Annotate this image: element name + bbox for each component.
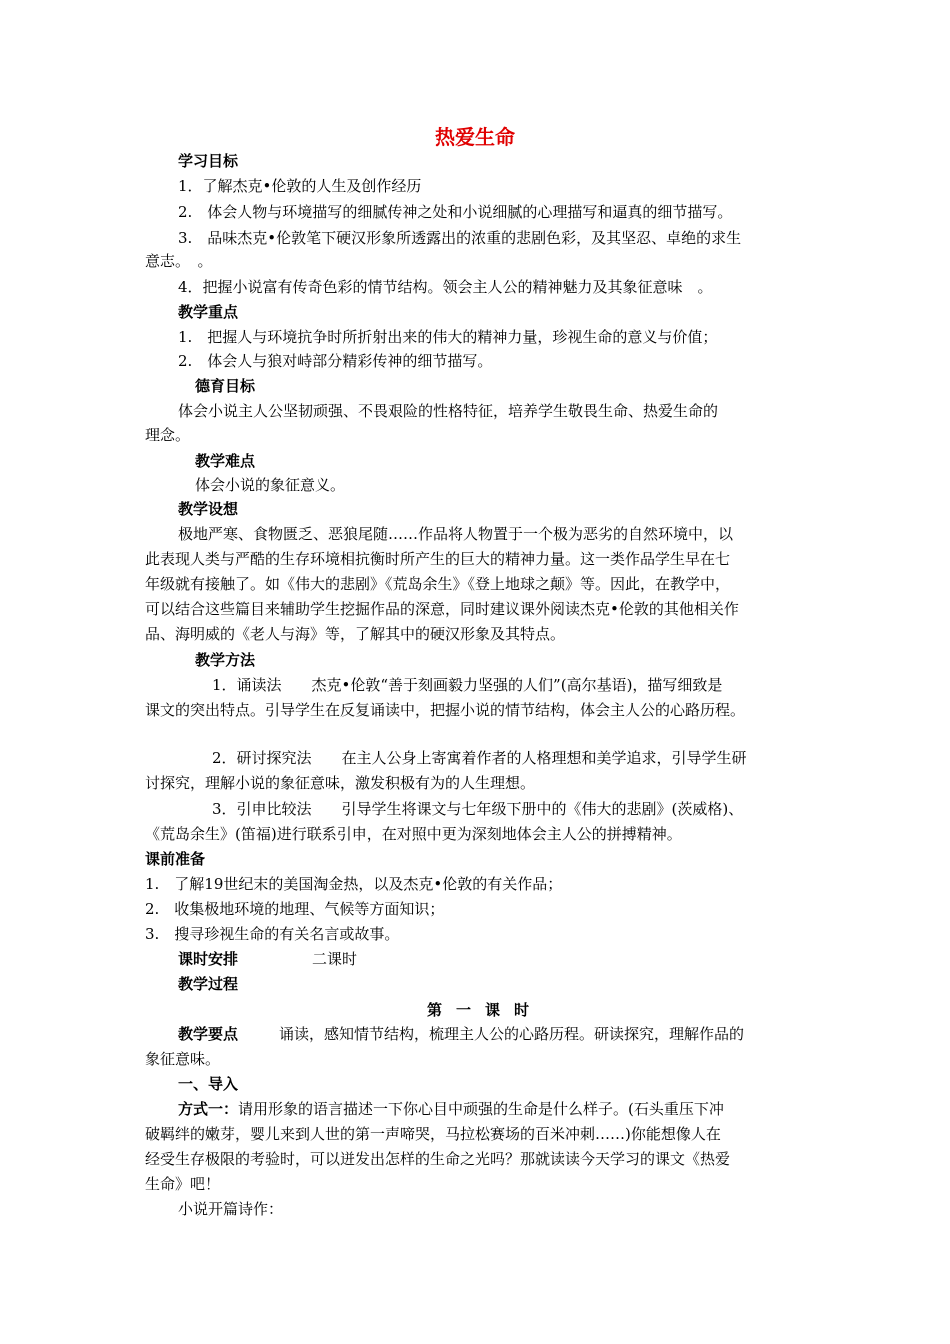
way-one-label: 方式一： [178,1100,239,1118]
goal-item-2: 2. 体会人物与环境描写的细腻传神之处和小说细腻的心理描写和逼真的细节描写。 [178,203,733,221]
design-line-3: 年级就有接触了。如《伟大的悲剧》《荒岛余生》《登上地球之颠》等。因此，在教学中， [145,575,731,593]
lesson-points-text: 诵读，感知情节结构，梳理主人公的心路历程。研读探究，理解作品的 [279,1025,745,1043]
heading-process: 教学过程 [178,975,239,993]
method-1: 1．诵读法 杰克•伦敦“善于刻画毅力坚强的人们”(高尔基语)，描写细致是 [212,676,723,694]
key-item-1: 1. 把握人与环境抗争时所折射出来的伟大的精神力量，珍视生命的意义与价值； [178,328,718,346]
lesson-points-text-cont: 象征意味。 [145,1050,221,1068]
heading-design: 教学设想 [178,500,239,518]
goal-item-4: 4．把握小说富有传奇色彩的情节结构。领会主人公的精神魅力及其象征意味 。 [178,278,713,296]
prep-item-3: 3. 搜寻珍视生命的有关名言或故事。 [145,925,400,943]
method-2: 2．研讨探究法 在主人公身上寄寓着作者的人格理想和美学追求，引导学生研 [212,749,747,767]
prep-item-2: 2. 收集极地环境的地理、气候等方面知识； [145,900,445,918]
design-line-2: 此表现人类与严酷的生存环境相抗衡时所产生的巨大的精神力量。这一类作品学生早在七 [145,550,731,568]
heading-schedule: 课时安排 [178,950,239,968]
difficulty-text: 体会小说的象征意义。 [195,476,346,494]
heading-learning-goals: 学习目标 [178,152,239,170]
lesson-heading: 第一课时 [426,1001,543,1019]
heading-preparation: 课前准备 [145,850,206,868]
heading-difficulty: 教学难点 [195,452,256,470]
method-3: 3．引申比较法 引导学生将课文与七年级下册中的《伟大的悲剧》(茨威格)、 [212,800,744,818]
heading-introduction: 一、导入 [178,1075,239,1093]
schedule-value: 二课时 [312,950,358,968]
heading-method: 教学方法 [195,651,256,669]
method-3-cont: 《荒岛余生》(笛福)进行联系引申，在对照中更为深刻地体会主人公的拼搏精神。 [145,825,682,843]
moral-text: 体会小说主人公坚韧顽强、不畏艰险的性格特征，培养学生敬畏生命、热爱生命的 [178,402,719,420]
method-2-cont: 讨探究，理解小说的象征意味，激发积极有为的人生理想。 [145,774,536,792]
heading-key-points-lesson: 教学要点 [178,1025,239,1043]
way-one-text-3: 经受生存极限的考验时，可以迸发出怎样的生命之光吗？那就读读今天学习的课文《热爱 [145,1150,731,1168]
heading-moral-goals: 德育目标 [195,377,256,395]
design-line-4: 可以结合这些篇目来辅助学生挖掘作品的深意，同时建议课外阅读杰克•伦敦的其他相关作 [145,600,739,618]
goal-item-3-cont: 意志。 。 [145,252,213,270]
goal-item-1: 1．了解杰克•伦敦的人生及创作经历 [178,177,422,195]
key-item-2: 2. 体会人与狼对峙部分精彩传神的细节描写。 [178,352,493,370]
document-title: 热爱生命 [435,125,515,149]
design-line-5: 品、海明威的《老人与海》等，了解其中的硬汉形象及其特点。 [145,625,566,643]
way-one-text: 请用形象的语言描述一下你心目中顽强的生命是什么样子。(石头重压下冲 [238,1100,724,1118]
way-one-text-4: 生命》吧！ [145,1175,221,1193]
design-line-1: 极地严寒、食物匮乏、恶狼尾随……作品将人物置于一个极为恶劣的自然环境中，以 [178,525,734,543]
prep-item-1: 1. 了解19世纪末的美国淘金热，以及杰克•伦敦的有关作品； [145,875,563,893]
way-one-text-2: 破羁绊的嫩芽，婴儿来到人世的第一声啼哭，马拉松赛场的百米冲刺……)你能想像人在 [145,1125,721,1143]
moral-text-cont: 理念。 [145,426,191,444]
poem-intro: 小说开篇诗作： [178,1200,284,1218]
heading-key-points: 教学重点 [178,303,239,321]
goal-item-3: 3. 品味杰克•伦敦笔下硬汉形象所透露出的浓重的悲剧色彩，及其坚忍、卓绝的求生 [178,229,742,247]
method-1-cont: 课文的突出特点。引导学生在反复诵读中，把握小说的情节结构，体会主人公的心路历程。 [145,701,746,719]
